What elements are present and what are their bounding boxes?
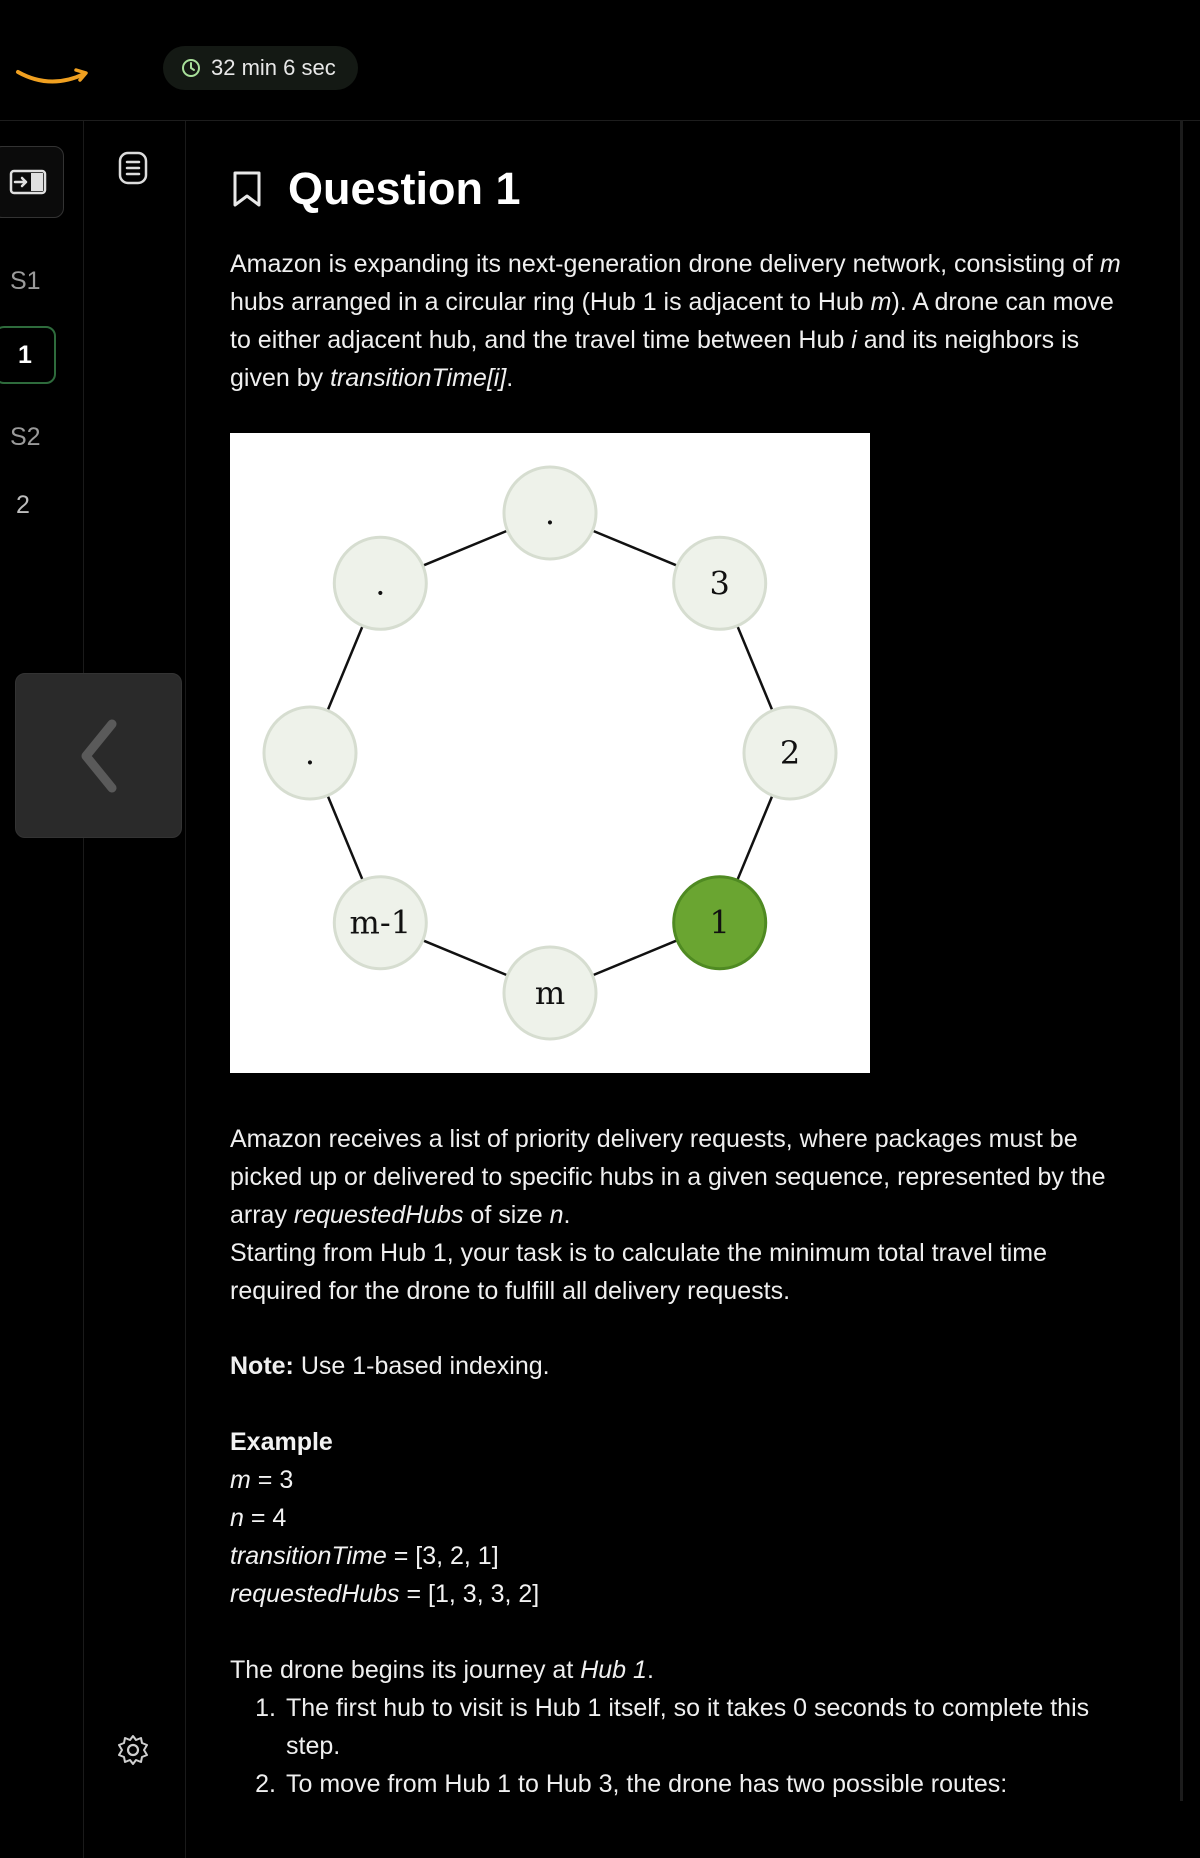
panel-toggle-button[interactable] [0, 146, 64, 218]
hub-node-label: m [534, 974, 566, 1012]
requests-text-2: of size [463, 1201, 550, 1229]
ring-edge [328, 626, 363, 711]
intro-text-1: Amazon is expanding its next-generation drone delivery network, consisting of [230, 250, 1100, 278]
expand-panel-icon [9, 169, 47, 195]
walkthrough-start-end: . [646, 1656, 654, 1684]
settings-gear-icon[interactable] [116, 1733, 150, 1767]
list-item-text: The first hub to visit is Hub 1 itself, so it takes 0 seconds to complete this step. [286, 1694, 1090, 1760]
example-tt-label: transitionTime [230, 1542, 387, 1570]
question-header [230, 159, 521, 219]
ring-nodes [264, 467, 836, 1039]
collapse-sidebar-button[interactable] [15, 673, 182, 838]
question-nav-item-2[interactable]: 2 [16, 491, 30, 519]
var-transition-time: transitionTime[i] [330, 364, 507, 392]
ring-edge [737, 626, 772, 711]
example-n-label: n [230, 1504, 244, 1532]
example-heading: Example [230, 1428, 333, 1456]
notes-icon[interactable] [116, 151, 150, 185]
timer-badge [163, 46, 358, 90]
var-n: n [549, 1201, 564, 1229]
walkthrough-intro [230, 1651, 1135, 1689]
requests-text-1: Amazon receives a list of priority delivery requests, where packages must be picked up or delivered to specific hubs in a given sequence, represented by the array [230, 1125, 1106, 1229]
ring-edge [592, 531, 677, 566]
hub-node-label: . [375, 564, 386, 603]
chevron-left-icon [74, 716, 124, 796]
example-rh-label: requestedHubs [230, 1580, 400, 1608]
tool-rail [84, 121, 186, 1858]
ring-edge [328, 795, 363, 880]
list-item [230, 1765, 1135, 1803]
example-n [230, 1499, 1135, 1537]
hub-ring-svg [230, 433, 870, 1073]
example-block [230, 1423, 1135, 1613]
top-bar [0, 0, 1200, 121]
scrollbar-track[interactable] [1180, 121, 1183, 1801]
example-transition-time [230, 1537, 1135, 1575]
list-item-number: 2. [255, 1770, 276, 1798]
bookmark-icon[interactable] [230, 169, 264, 209]
example-n-value: = 4 [243, 1504, 287, 1532]
example-m-label: m [230, 1466, 251, 1494]
intro-text-5: . [506, 364, 514, 392]
intro-text-3: ). A drone can move to either adjacent hub, and the travel time between Hub [230, 288, 1114, 354]
walkthrough-start-text: The drone begins its journey at [230, 1656, 581, 1684]
list-item-number: 1. [255, 1694, 276, 1722]
list-item-text: To move from Hub 1 to Hub 3, the drone has two possible routes: [286, 1770, 1008, 1798]
walkthrough-start-hub: Hub 1 [580, 1656, 647, 1684]
clock-icon [181, 58, 201, 78]
var-requested-hubs: requestedHubs [293, 1201, 464, 1229]
ring-edge [592, 940, 677, 975]
note-label: Note: [230, 1352, 294, 1380]
problem-intro [230, 245, 1135, 397]
requests-text-3: . [563, 1201, 571, 1229]
example-m-value: = 3 [250, 1466, 294, 1494]
hub-ring-diagram [230, 433, 870, 1073]
var-m: m [1099, 250, 1121, 278]
example-tt-value: = [3, 2, 1] [386, 1542, 499, 1570]
ring-edge [737, 795, 772, 880]
question-title: Question 1 [288, 163, 521, 214]
list-item [230, 1689, 1135, 1765]
intro-text-2: hubs arranged in a circular ring (Hub 1 is adjacent to Hub [230, 288, 871, 316]
example-m [230, 1461, 1135, 1499]
hub-node-label: . [304, 734, 316, 772]
var-i: i [851, 326, 857, 354]
hub-node-label: m-1 [349, 903, 412, 942]
var-m: m [870, 288, 892, 316]
amazon-smile-logo-icon [14, 64, 90, 94]
section-label-s1: S1 [10, 267, 41, 295]
note-paragraph [230, 1347, 1135, 1385]
intro-text-4: and its neighbors is given by [230, 326, 1080, 392]
section-label-s2: S2 [10, 423, 41, 451]
timer-text: 32 min 6 sec [211, 55, 336, 80]
ring-edge [423, 531, 508, 566]
example-requested-hubs [230, 1575, 1135, 1613]
question-nav-item-1[interactable]: 1 [0, 326, 56, 384]
walkthrough [230, 1651, 1135, 1803]
hub-node-label: 3 [709, 564, 730, 603]
hub-node-label: 1 [709, 903, 730, 942]
hub-node-label: . [544, 494, 556, 532]
note-text: Use 1-based indexing. [293, 1352, 550, 1380]
hub-node-label: 2 [779, 734, 801, 772]
requests-paragraph [230, 1120, 1135, 1310]
example-rh-value: = [1, 3, 3, 2] [399, 1580, 540, 1608]
task-statement: Starting from Hub 1, your task is to calculate the minimum total travel time required for the drone to fulfill all delivery requests. [230, 1239, 1047, 1305]
ring-edge [423, 940, 508, 975]
question-nav-rail [0, 121, 84, 1858]
